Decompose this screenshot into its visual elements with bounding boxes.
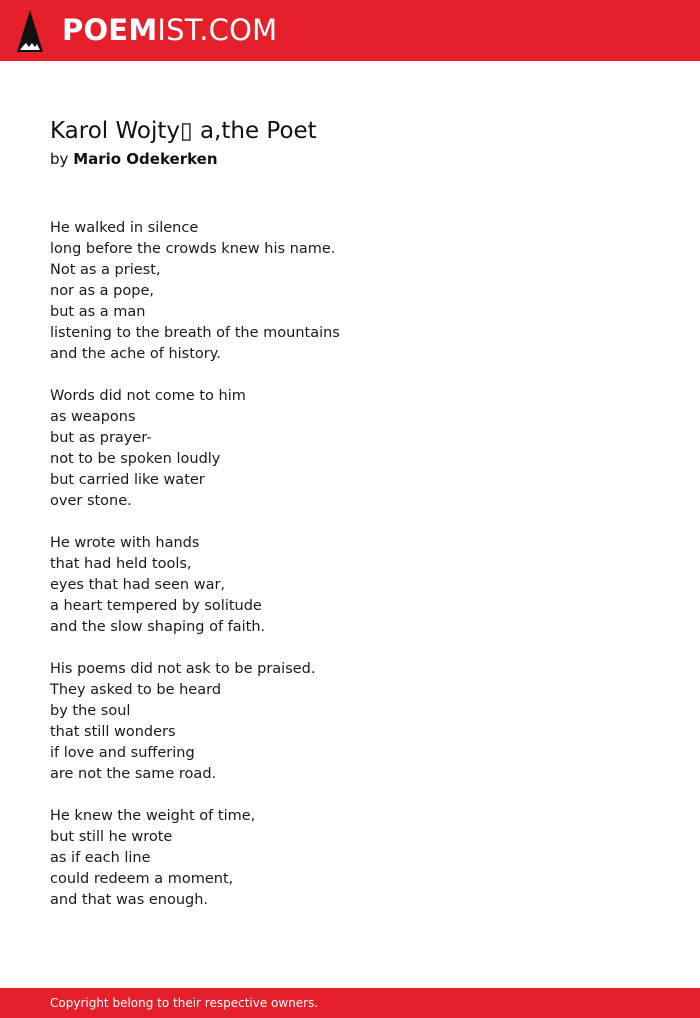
poem-line: and that was enough. — [50, 892, 209, 908]
poem-line: that had held tools, — [50, 556, 192, 572]
logo-text-light: IST.COM — [157, 13, 278, 47]
poem-line: listening to the breath of the mountains — [50, 325, 340, 341]
stanza — [50, 386, 650, 512]
site-logo[interactable] — [62, 12, 277, 48]
byline — [50, 148, 218, 170]
poem-line: long before the crowds knew his name. — [50, 241, 336, 257]
poem-line: They asked to be heard — [50, 682, 222, 698]
poem-line: if love and suffering — [50, 745, 195, 761]
pencil-icon[interactable] — [16, 10, 44, 52]
stanza — [50, 806, 650, 911]
poem-line: by the soul — [50, 703, 131, 719]
poem-line: Not as a priest, — [50, 262, 161, 278]
poem-line: His poems did not ask to be praised. — [50, 661, 316, 677]
poem-body — [50, 218, 650, 932]
poem-line: but carried like water — [50, 472, 205, 488]
copyright-notice: Copyright belong to their respective owners. — [50, 996, 319, 1010]
poem-title: Karol Wojty▯ a,the Poet — [50, 118, 317, 144]
by-label: by — [50, 150, 69, 168]
poem-line: Words did not come to him — [50, 388, 246, 404]
stanza — [50, 659, 650, 785]
poem-line: over stone. — [50, 493, 132, 509]
site-header — [0, 0, 700, 61]
poem-line: are not the same road. — [50, 766, 217, 782]
poem-line: as weapons — [50, 409, 136, 425]
poem-line: and the slow shaping of faith. — [50, 619, 266, 635]
poem-line: but as prayer- — [50, 430, 152, 446]
poem-line: but as a man — [50, 304, 146, 320]
poem-line: but still he wrote — [50, 829, 173, 845]
poem-line: that still wonders — [50, 724, 176, 740]
poem-line: not to be spoken loudly — [50, 451, 221, 467]
author-name: Mario Odekerken — [73, 150, 218, 168]
poem-line: a heart tempered by solitude — [50, 598, 262, 614]
poem-line: nor as a pope, — [50, 283, 154, 299]
poem-line: as if each line — [50, 850, 151, 866]
poem-line: He walked in silence — [50, 220, 199, 236]
stanza — [50, 218, 650, 365]
poem-line: He knew the weight of time, — [50, 808, 256, 824]
poem-line: and the ache of history. — [50, 346, 221, 362]
poem-line: He wrote with hands — [50, 535, 200, 551]
stanza — [50, 533, 650, 638]
poem-line: could redeem a moment, — [50, 871, 234, 887]
site-footer — [0, 988, 700, 1018]
logo-text-bold: POEM — [62, 13, 158, 47]
poem-line: eyes that had seen war, — [50, 577, 226, 593]
